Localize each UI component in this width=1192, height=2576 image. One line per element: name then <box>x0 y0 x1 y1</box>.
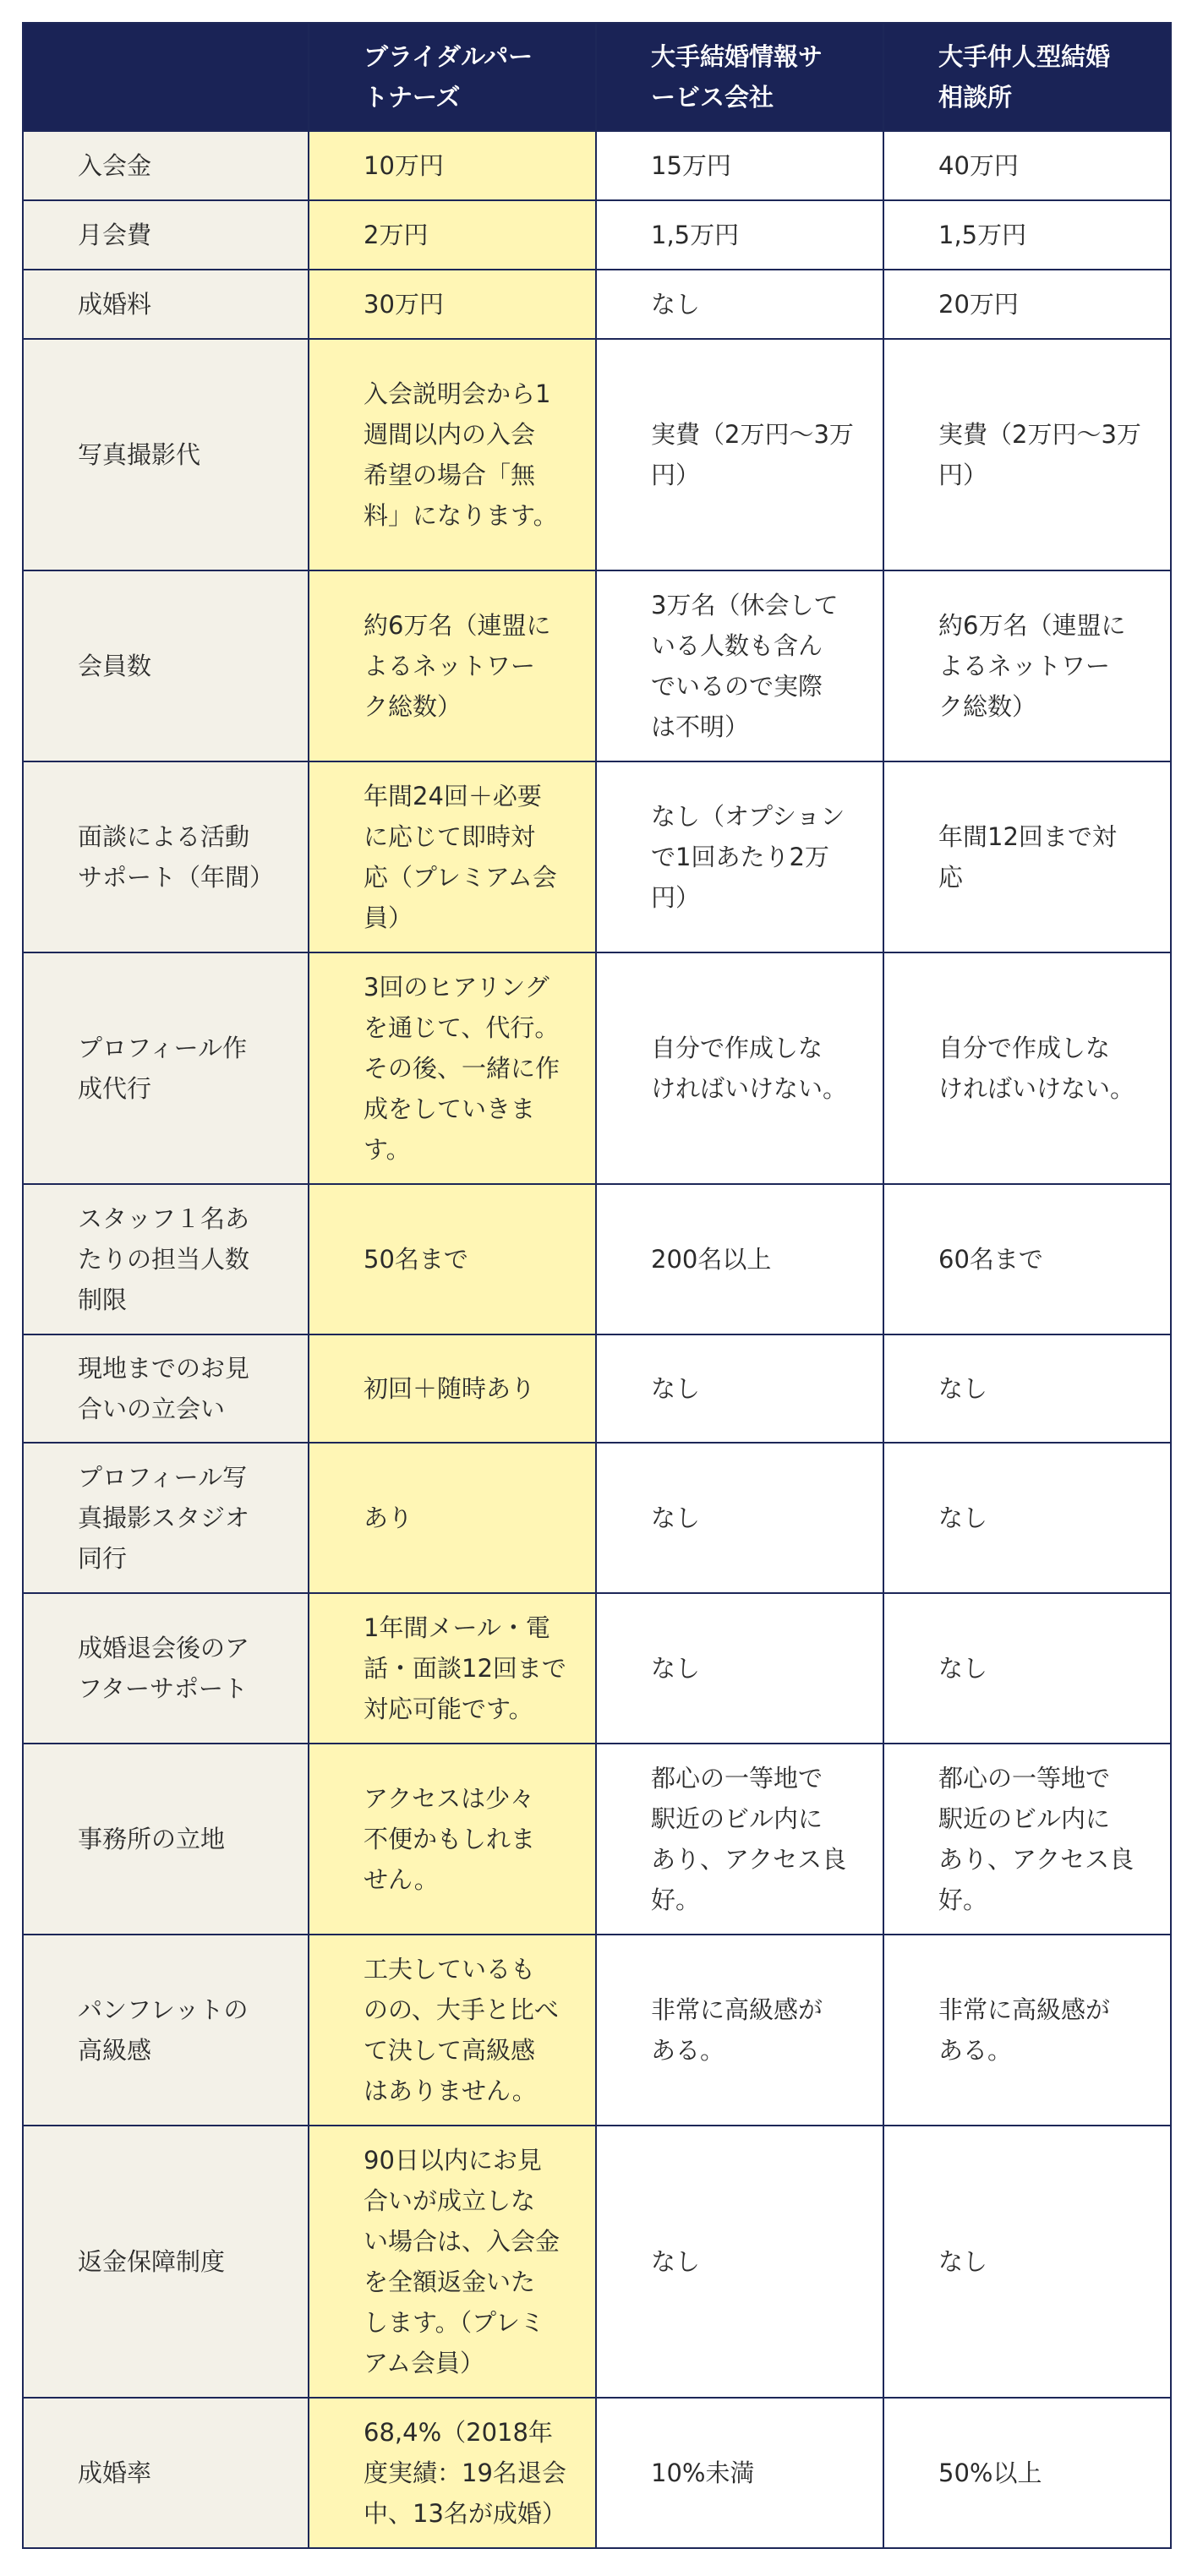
cell-bridal-partners: 年間24回＋必要 に応じて即時対 応（プレミアム会 員） <box>309 761 596 952</box>
cell-bridal-partners: 3回のヒアリング を通じて、代行。 その後、一緒に作 成をしていきま す。 <box>309 952 596 1184</box>
cell-major-info-service: 15万円 <box>596 131 883 200</box>
table-row <box>23 570 1171 761</box>
cell-major-matchmaker: 60名まで <box>883 1184 1171 1334</box>
cell-major-info-service: なし <box>596 2126 883 2398</box>
header-empty-cell <box>23 23 309 131</box>
table-row <box>23 131 1171 200</box>
cell-bridal-partners: 初回＋随時あり <box>309 1334 596 1443</box>
cell-major-matchmaker: 年間12回まで対 応 <box>883 761 1171 952</box>
row-label: 入会金 <box>23 131 309 200</box>
row-label: パンフレットの 高級感 <box>23 1935 309 2126</box>
table-row <box>23 339 1171 570</box>
row-label: 写真撮影代 <box>23 339 309 570</box>
table-row <box>23 2126 1171 2398</box>
cell-major-matchmaker: 実費（2万円〜3万 円） <box>883 339 1171 570</box>
cell-major-info-service: なし <box>596 1593 883 1744</box>
row-label: 事務所の立地 <box>23 1744 309 1935</box>
cell-bridal-partners: 68,4%（2018年 度実績：19名退会 中、13名が成婚） <box>309 2398 596 2548</box>
table-row <box>23 761 1171 952</box>
cell-bridal-partners: 工夫しているも のの、大手と比べ て決して高級感 はありません。 <box>309 1935 596 2126</box>
cell-major-matchmaker: 非常に高級感が ある。 <box>883 1935 1171 2126</box>
table-row <box>23 1443 1171 1593</box>
cell-major-matchmaker: 50%以上 <box>883 2398 1171 2548</box>
header-bridal-partners: ブライダルパー トナーズ <box>309 23 596 131</box>
table-row <box>23 1184 1171 1334</box>
comparison-table <box>22 22 1172 2549</box>
row-label: スタッフ１名あ たりの担当人数 制限 <box>23 1184 309 1334</box>
row-label: プロフィール写 真撮影スタジオ 同行 <box>23 1443 309 1593</box>
cell-bridal-partners: あり <box>309 1443 596 1593</box>
cell-major-matchmaker: 20万円 <box>883 270 1171 339</box>
table-header-row <box>23 23 1171 131</box>
table-row <box>23 1935 1171 2126</box>
table-row <box>23 270 1171 339</box>
row-label: 会員数 <box>23 570 309 761</box>
row-label: 成婚率 <box>23 2398 309 2548</box>
cell-major-matchmaker: なし <box>883 1334 1171 1443</box>
row-label: 成婚料 <box>23 270 309 339</box>
cell-major-info-service: 1,5万円 <box>596 200 883 270</box>
cell-major-info-service: なし <box>596 270 883 339</box>
cell-major-matchmaker: なし <box>883 2126 1171 2398</box>
cell-bridal-partners: 30万円 <box>309 270 596 339</box>
cell-major-matchmaker: 都心の一等地で 駅近のビル内に あり、アクセス良 好。 <box>883 1744 1171 1935</box>
cell-bridal-partners: アクセスは少々 不便かもしれま せん。 <box>309 1744 596 1935</box>
header-major-matchmaker: 大手仲人型結婚 相談所 <box>883 23 1171 131</box>
row-label: 成婚退会後のア フターサポート <box>23 1593 309 1744</box>
table-row <box>23 1593 1171 1744</box>
cell-major-info-service: なし <box>596 1334 883 1443</box>
cell-bridal-partners: 90日以内にお見 合いが成立しな い場合は、入会金 を全額返金いた します。（プレミ アム会員） <box>309 2126 596 2398</box>
row-label: 現地までのお見 合いの立会い <box>23 1334 309 1443</box>
cell-major-info-service: 3万名（休会して いる人数も含ん でいるので実際 は不明） <box>596 570 883 761</box>
header-major-info-service: 大手結婚情報サ ービス会社 <box>596 23 883 131</box>
cell-major-matchmaker: なし <box>883 1443 1171 1593</box>
cell-bridal-partners: 入会説明会から1 週間以内の入会 希望の場合「無 料」になります。 <box>309 339 596 570</box>
row-label: 面談による活動 サポート（年間） <box>23 761 309 952</box>
cell-major-info-service: 都心の一等地で 駅近のビル内に あり、アクセス良 好。 <box>596 1744 883 1935</box>
table-row <box>23 1334 1171 1443</box>
table-row <box>23 952 1171 1184</box>
cell-major-matchmaker: なし <box>883 1593 1171 1744</box>
cell-bridal-partners: 2万円 <box>309 200 596 270</box>
cell-bridal-partners: 50名まで <box>309 1184 596 1334</box>
cell-bridal-partners: 約6万名（連盟に よるネットワー ク総数） <box>309 570 596 761</box>
cell-major-info-service: 自分で作成しな ければいけない。 <box>596 952 883 1184</box>
cell-bridal-partners: 10万円 <box>309 131 596 200</box>
cell-major-info-service: 実費（2万円〜3万 円） <box>596 339 883 570</box>
cell-major-matchmaker: 40万円 <box>883 131 1171 200</box>
cell-bridal-partners: 1年間メール・電 話・面談12回まで 対応可能です。 <box>309 1593 596 1744</box>
cell-major-info-service: 10%未満 <box>596 2398 883 2548</box>
row-label: プロフィール作 成代行 <box>23 952 309 1184</box>
table-row <box>23 2398 1171 2548</box>
table-row <box>23 1744 1171 1935</box>
cell-major-info-service: 非常に高級感が ある。 <box>596 1935 883 2126</box>
cell-major-matchmaker: 約6万名（連盟に よるネットワー ク総数） <box>883 570 1171 761</box>
cell-major-matchmaker: 1,5万円 <box>883 200 1171 270</box>
row-label: 月会費 <box>23 200 309 270</box>
row-label: 返金保障制度 <box>23 2126 309 2398</box>
cell-major-info-service: 200名以上 <box>596 1184 883 1334</box>
table-row <box>23 200 1171 270</box>
cell-major-info-service: なし <box>596 1443 883 1593</box>
cell-major-matchmaker: 自分で作成しな ければいけない。 <box>883 952 1171 1184</box>
cell-major-info-service: なし（オプション で1回あたり2万 円） <box>596 761 883 952</box>
